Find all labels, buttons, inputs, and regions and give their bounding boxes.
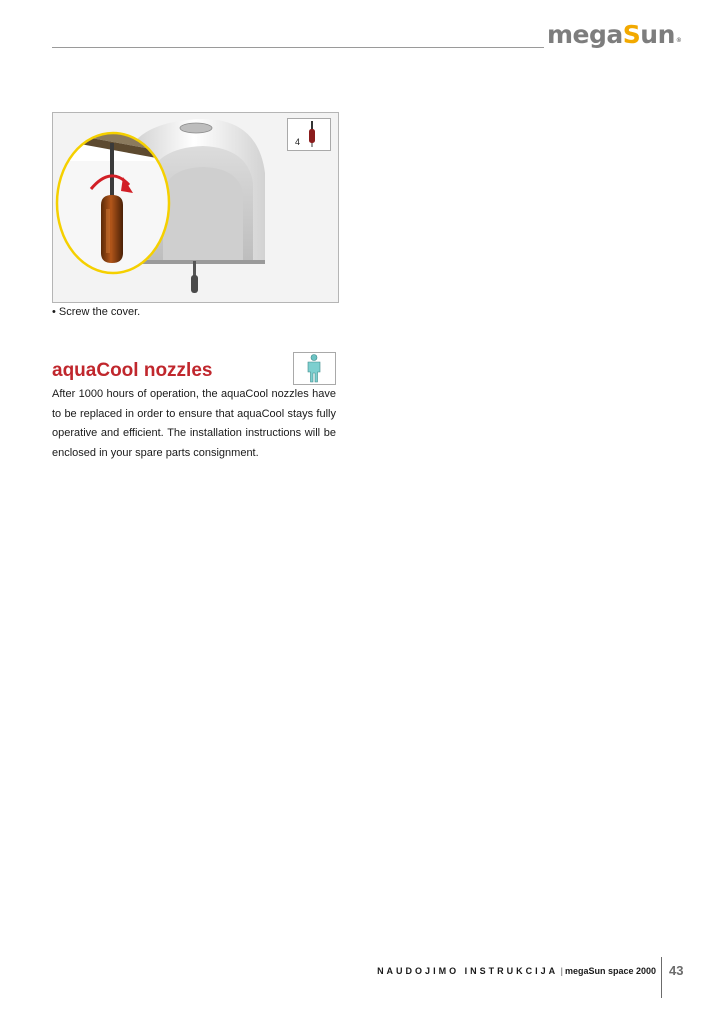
user-level-indicator — [293, 352, 336, 385]
footer-label — [377, 965, 656, 977]
screwdriver-icon — [308, 121, 316, 147]
instruction-bullet: • Screw the cover. — [52, 306, 141, 318]
manual-label: NAUDOJIMO INSTRUKCIJA — [377, 966, 559, 976]
header-rule — [52, 47, 544, 48]
page-number: 43 — [669, 963, 684, 978]
tool-number: 4 — [295, 137, 301, 147]
section-title: aquaCool nozzles — [52, 360, 213, 381]
footer-separator: | — [560, 966, 563, 976]
product-name: megaSun space 2000 — [564, 966, 656, 976]
section-paragraph: After 1000 hours of operation, the aquaCool nozzles have to be replaced in order to ensure that aquaCool stays fully operative and efficient. The installation instructions will be enclosed in your spare parts consignment. — [52, 388, 336, 459]
cover-screw-illustration — [52, 112, 339, 303]
tool-indicator — [287, 118, 331, 151]
footer-divider — [661, 957, 662, 998]
megasun-logo: megaSun® — [547, 20, 682, 49]
person-icon — [306, 354, 322, 383]
